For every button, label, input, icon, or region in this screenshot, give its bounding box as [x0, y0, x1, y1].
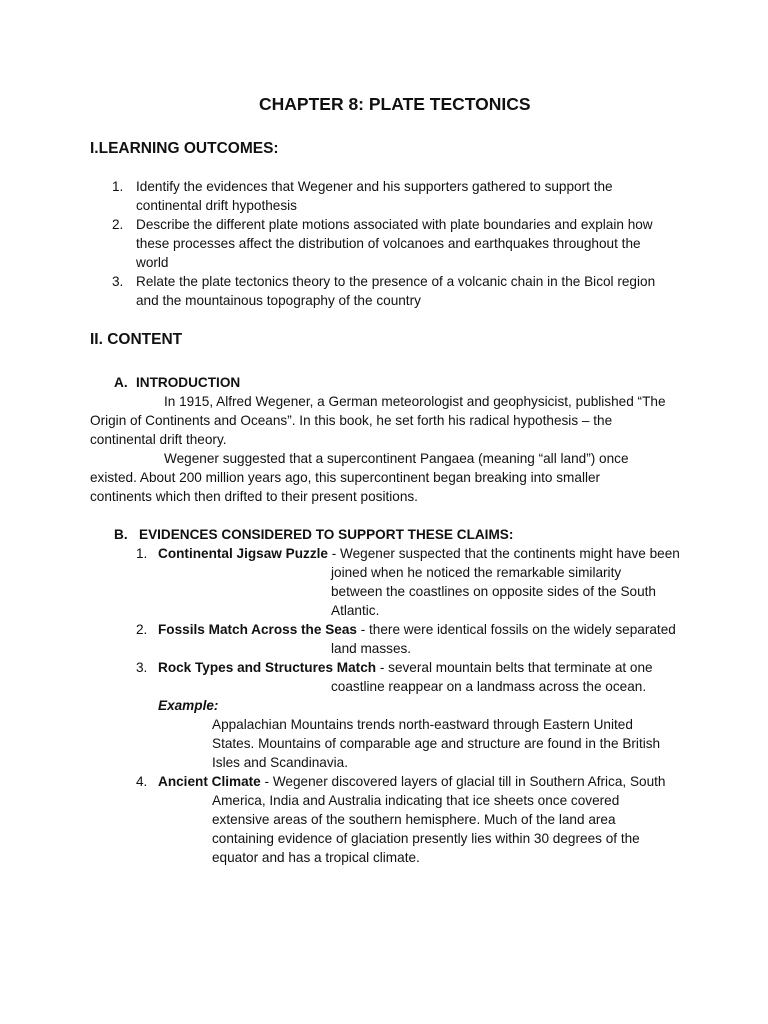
evidence-1-line-4: Atlantic. — [331, 603, 380, 618]
evidences-letter: B. — [114, 527, 128, 542]
learning-outcomes-heading: I.LEARNING OUTCOMES: — [90, 140, 279, 157]
evidence-2-first-line — [158, 621, 676, 639]
intro-paragraph-1-line-1: In 1915, Alfred Wegener, a German meteorologist and geophysicist, published “The — [164, 394, 666, 409]
evidence-4-first-line — [158, 773, 665, 791]
intro-paragraph-2-line-3: continents which then drifted to their present positions. — [90, 489, 418, 504]
example-line-2: States. Mountains of comparable age and structure are found in the British — [212, 736, 661, 751]
evidence-1-first-line — [158, 545, 680, 563]
intro-paragraph-2-line-1: Wegener suggested that a supercontinent Pangaea (meaning “all land”) once — [164, 451, 629, 466]
example-label: Example: — [158, 698, 219, 713]
example-line-3: Isles and Scandinavia. — [212, 755, 349, 770]
intro-heading: INTRODUCTION — [136, 375, 241, 390]
evidence-1-line-2: joined when he noticed the remarkable similarity — [331, 565, 622, 580]
evidence-4-line-2: America, India and Australia indicating that ice sheets once covered — [212, 793, 620, 808]
intro-letter: A. — [114, 375, 128, 390]
evidence-number-1: 1. — [136, 546, 148, 561]
outcome-number-2: 2. — [112, 217, 124, 232]
evidence-4-line-3: extensive areas of the southern hemisphere. Much of the land area — [212, 812, 616, 827]
evidence-1-term: Continental Jigsaw Puzzle — [158, 546, 328, 561]
evidence-3-line-2: coastline reappear on a landmass across the ocean. — [331, 679, 647, 694]
evidence-3-first-line — [158, 659, 653, 677]
evidence-1-text: - Wegener suspected that the continents might have been — [327, 546, 680, 561]
outcome-1-line-2: continental drift hypothesis — [136, 198, 297, 213]
outcome-number-1: 1. — [112, 179, 124, 194]
content-heading: II. CONTENT — [90, 331, 183, 348]
intro-paragraph-1-line-3: continental drift theory. — [90, 432, 227, 447]
evidence-4-line-5: equator and has a tropical climate. — [212, 850, 420, 865]
evidence-2-term: Fossils Match Across the Seas — [158, 622, 357, 637]
example-line-1: Appalachian Mountains trends north-eastward through Eastern United — [212, 717, 633, 732]
outcome-1-line-1: Identify the evidences that Wegener and his supporters gathered to support the — [136, 179, 613, 194]
evidence-2-line-2: land masses. — [331, 641, 412, 656]
intro-paragraph-2-line-2: existed. About 200 million years ago, this supercontinent began breaking into smaller — [90, 470, 601, 485]
outcome-2-line-3: world — [136, 255, 169, 270]
evidence-3-term: Rock Types and Structures Match — [158, 660, 377, 675]
evidence-4-term: Ancient Climate — [158, 774, 261, 789]
outcome-3-line-2: and the mountainous topography of the country — [136, 293, 421, 308]
evidence-number-4: 4. — [136, 774, 148, 789]
outcome-number-3: 3. — [112, 274, 124, 289]
intro-paragraph-1-line-2: Origin of Continents and Oceans”. In this book, he set forth his radical hypothesis – the — [90, 413, 613, 428]
evidence-2-text: - there were identical fossils on the widely separated — [356, 622, 676, 637]
evidence-3-text: - several mountain belts that terminate at one — [376, 660, 653, 675]
outcome-2-line-1: Describe the different plate motions associated with plate boundaries and explain how — [136, 217, 653, 232]
evidence-number-2: 2. — [136, 622, 148, 637]
evidence-1-line-3: between the coastlines on opposite sides of the South — [331, 584, 656, 599]
evidence-4-text: - Wegener discovered layers of glacial till in Southern Africa, South — [260, 774, 666, 789]
page-title: CHAPTER 8: PLATE TECTONICS — [259, 94, 531, 114]
outcome-3-line-1: Relate the plate tectonics theory to the presence of a volcanic chain in the Bicol region — [136, 274, 656, 289]
evidence-number-3: 3. — [136, 660, 148, 675]
evidence-4-line-4: containing evidence of glaciation presently lies within 30 degrees of the — [212, 831, 640, 846]
evidences-heading: EVIDENCES CONSIDERED TO SUPPORT THESE CLAIMS: — [139, 527, 514, 542]
outcome-2-line-2: these processes affect the distribution of volcanoes and earthquakes throughout the — [136, 236, 641, 251]
